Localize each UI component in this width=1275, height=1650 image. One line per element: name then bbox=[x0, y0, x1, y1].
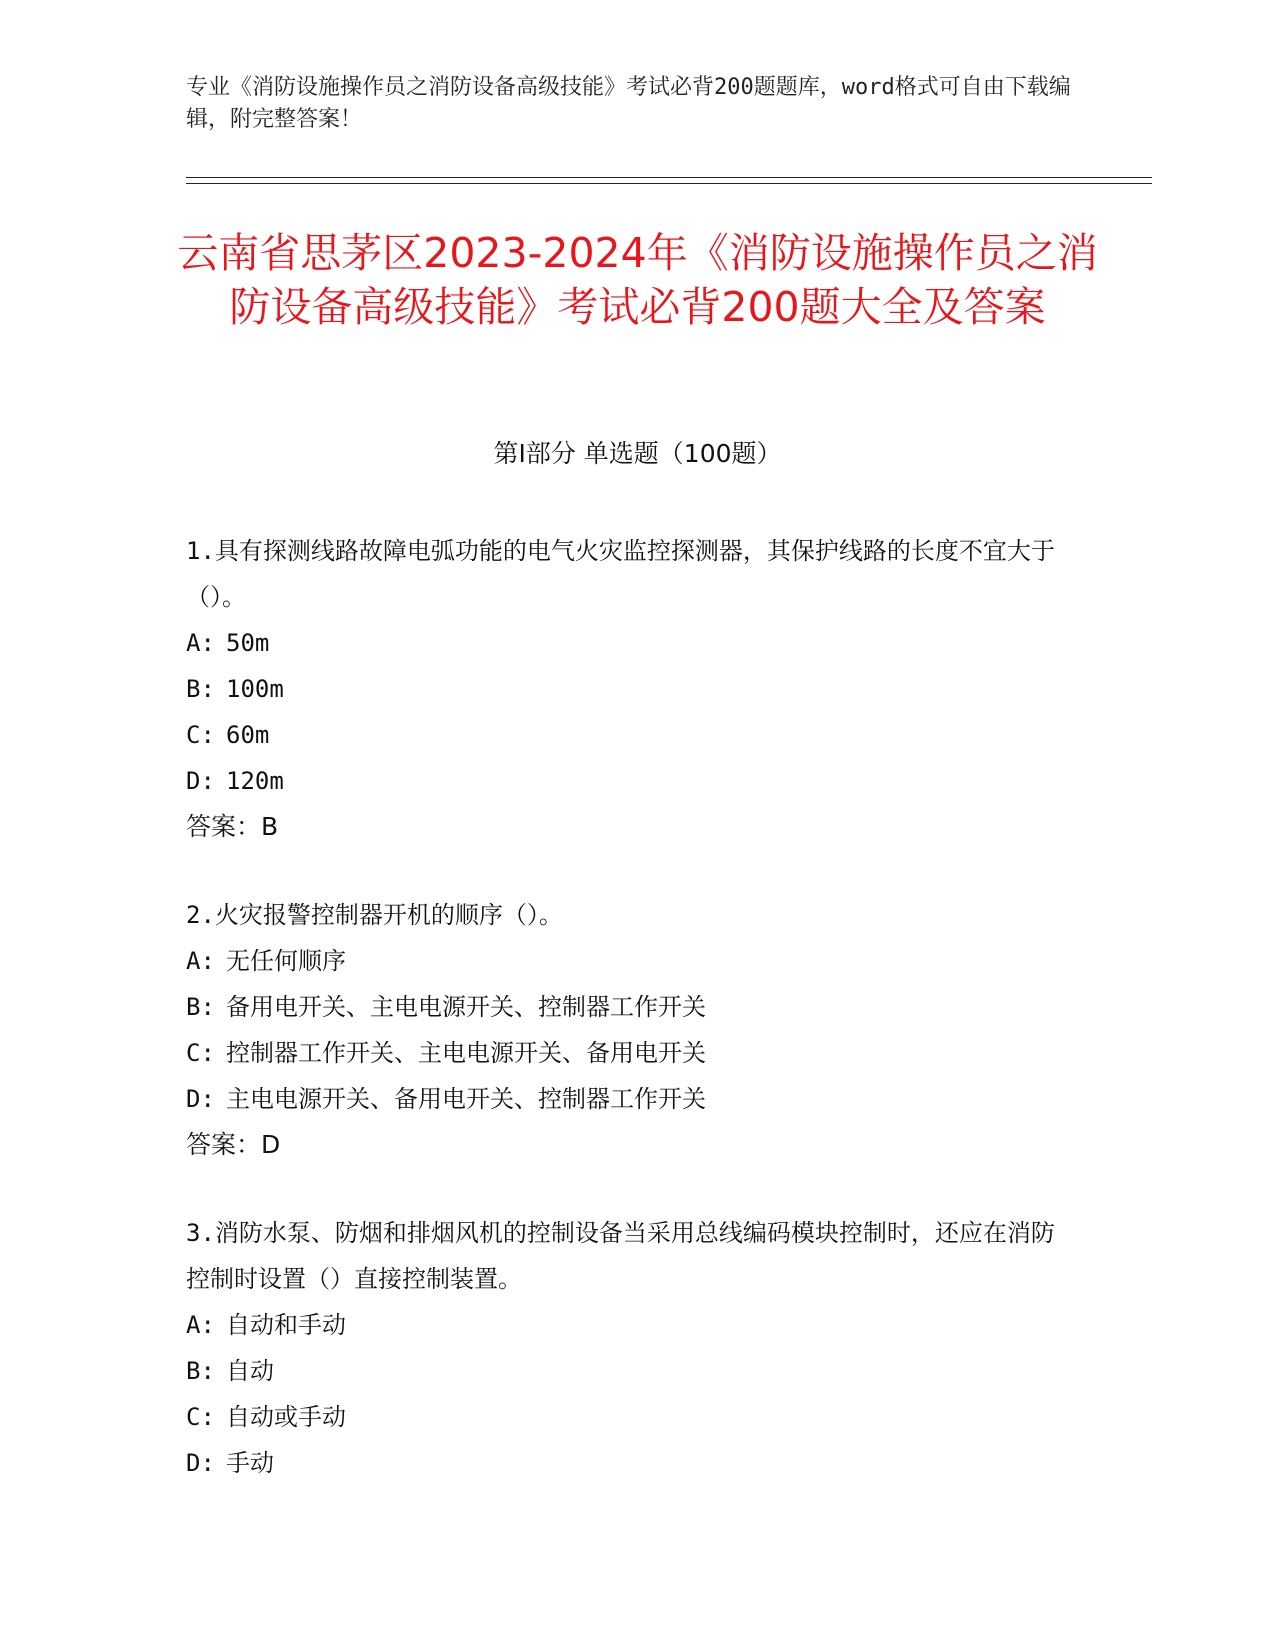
option-b bbox=[186, 1348, 1066, 1394]
option-a bbox=[186, 620, 1066, 666]
option-a bbox=[186, 1302, 1066, 1348]
option-text: 主电电源开关、备用电开关、控制器工作开关 bbox=[226, 1085, 706, 1113]
option-d bbox=[186, 1076, 1066, 1122]
question-text: 3.消防水泵、防烟和排烟风机的控制设备当采用总线编码模块控制时，还应在消防控制时设置（）直接控制装置。 bbox=[186, 1219, 1055, 1293]
option-key: A: bbox=[186, 1311, 215, 1339]
option-text: 自动或手动 bbox=[226, 1403, 346, 1431]
header-divider-top bbox=[186, 177, 1152, 178]
option-key: C: bbox=[186, 1039, 215, 1067]
option-key: B: bbox=[186, 993, 215, 1021]
option-text: 手动 bbox=[226, 1449, 274, 1477]
header-note: 专业《消防设施操作员之消防设备高级技能》考试必背200题题库，word格式可自由下载编辑，附完整答案！ bbox=[186, 75, 1071, 132]
option-a bbox=[186, 938, 1066, 984]
question-2 bbox=[186, 892, 1066, 1168]
option-text: 100m bbox=[226, 675, 284, 703]
option-text: 自动 bbox=[226, 1357, 274, 1385]
option-key: D: bbox=[186, 1085, 215, 1113]
question-text: 1.具有探测线路故障电弧功能的电气火灾监控探测器，其保护线路的长度不宜大于（）。 bbox=[186, 537, 1055, 611]
option-c bbox=[186, 1030, 1066, 1076]
option-text: 50m bbox=[226, 629, 270, 657]
option-key: A: bbox=[186, 947, 215, 975]
answer: 答案：B bbox=[186, 812, 279, 841]
option-text: 60m bbox=[226, 721, 270, 749]
section-title: 第Ⅰ部分 单选题（100题） bbox=[493, 439, 782, 468]
option-text: 控制器工作开关、主电电源开关、备用电开关 bbox=[226, 1039, 706, 1067]
option-key: C: bbox=[186, 1403, 215, 1431]
option-key: A: bbox=[186, 629, 215, 657]
option-key: C: bbox=[186, 721, 215, 749]
option-c bbox=[186, 1394, 1066, 1440]
question-3 bbox=[186, 1210, 1066, 1486]
option-b bbox=[186, 666, 1066, 712]
option-key: B: bbox=[186, 1357, 215, 1385]
question-list bbox=[186, 528, 1066, 1528]
option-c bbox=[186, 712, 1066, 758]
question-1 bbox=[186, 528, 1066, 850]
option-key: D: bbox=[186, 1449, 215, 1477]
option-b bbox=[186, 984, 1066, 1030]
header-divider-bottom bbox=[186, 183, 1152, 184]
option-key: B: bbox=[186, 675, 215, 703]
document-title: 云南省思茅区2023-2024年《消防设施操作员之消防设备高级技能》考试必背200题大全及答案 bbox=[177, 229, 1098, 331]
option-text: 备用电开关、主电电源开关、控制器工作开关 bbox=[226, 993, 706, 1021]
option-key: D: bbox=[186, 767, 215, 795]
option-text: 120m bbox=[226, 767, 284, 795]
option-d bbox=[186, 1440, 1066, 1486]
option-d bbox=[186, 758, 1066, 804]
answer: 答案：D bbox=[186, 1130, 281, 1159]
option-text: 无任何顺序 bbox=[226, 947, 346, 975]
question-text: 2.火灾报警控制器开机的顺序（）。 bbox=[186, 901, 563, 929]
option-text: 自动和手动 bbox=[226, 1311, 346, 1339]
